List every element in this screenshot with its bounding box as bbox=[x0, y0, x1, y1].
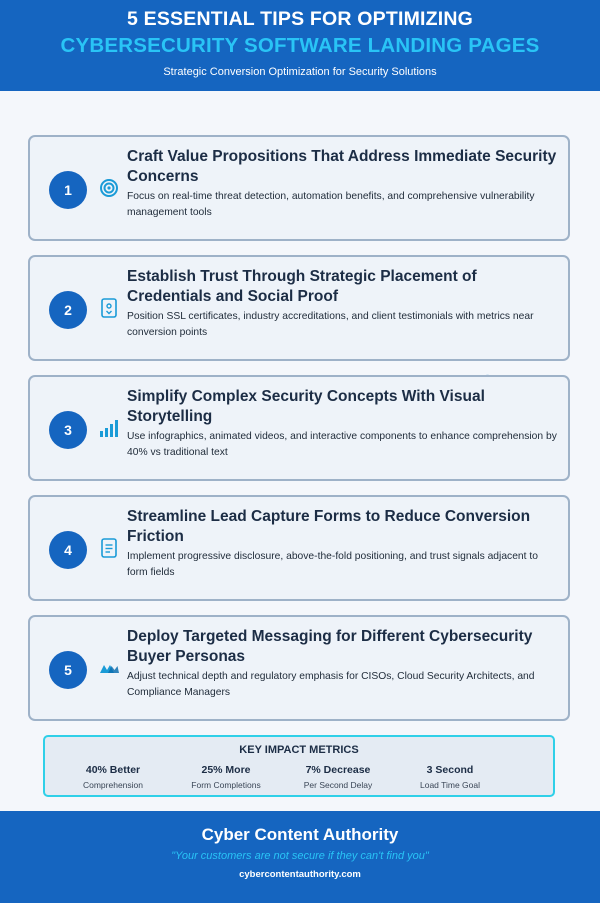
tip-description: Adjust technical depth and regulatory emphasis for CISOs, Cloud Security Architects, and Compliance Managers bbox=[127, 671, 535, 698]
tip-title: Craft Value Propositions That Address Immediate Security Concerns bbox=[127, 148, 557, 185]
metric-label: Per Second Delay bbox=[303, 780, 373, 790]
metric-label: Form Completions bbox=[191, 780, 261, 790]
tip-number-badge: 5 bbox=[49, 651, 87, 689]
metric-value: 40% Better bbox=[85, 764, 141, 776]
tip-card-1 bbox=[28, 135, 570, 241]
header-title-line2: CYBERSECURITY SOFTWARE LANDING PAGES bbox=[60, 34, 540, 57]
footer-url-link[interactable]: cybercontentauthority.com bbox=[239, 869, 361, 880]
footer-tagline: "Your customers are not secure if they can't find you" bbox=[171, 850, 429, 862]
tip-description: Implement progressive disclosure, above-the-fold positioning, and trust signals adjacent to form fields bbox=[127, 551, 538, 578]
metric-item bbox=[171, 764, 281, 790]
tip-card-2 bbox=[28, 255, 570, 361]
tip-number-badge: 1 bbox=[49, 171, 87, 209]
tip-number-badge: 2 bbox=[49, 291, 87, 329]
tip-number-badge: 4 bbox=[49, 531, 87, 569]
footer-banner bbox=[0, 811, 600, 903]
certificate-icon bbox=[98, 297, 120, 319]
key-impact-metrics bbox=[43, 735, 555, 797]
header-title-line1: 5 ESSENTIAL TIPS FOR OPTIMIZING bbox=[126, 8, 474, 30]
footer-brand: Cyber Content Authority bbox=[201, 825, 399, 844]
metric-value: 3 Second bbox=[426, 764, 474, 776]
personas-icon bbox=[98, 657, 120, 679]
form-document-icon bbox=[98, 537, 120, 559]
metric-item bbox=[283, 764, 393, 790]
metrics-title: KEY IMPACT METRICS bbox=[239, 744, 359, 756]
tip-title: Simplify Complex Security Concepts With Visual Storytelling bbox=[127, 388, 485, 425]
tip-description: Focus on real-time threat detection, automation benefits, and comprehensive vulnerability management tools bbox=[127, 191, 535, 218]
metric-label: Comprehension bbox=[82, 780, 143, 790]
tip-description: Position SSL certificates, industry accreditations, and client testimonials with metrics near conversion points bbox=[127, 311, 534, 338]
tip-card-3 bbox=[28, 375, 570, 481]
tip-card-5 bbox=[28, 615, 570, 721]
tip-card-4 bbox=[28, 495, 570, 601]
header-banner bbox=[0, 0, 600, 91]
header-subtitle: Strategic Conversion Optimization for Security Solutions bbox=[163, 66, 437, 78]
target-icon bbox=[98, 177, 120, 199]
metric-value: 7% Decrease bbox=[305, 764, 371, 776]
tip-title: Establish Trust Through Strategic Placement of Credentials and Social Proof bbox=[127, 268, 477, 305]
metric-label: Load Time Goal bbox=[419, 780, 480, 790]
metric-item bbox=[58, 764, 168, 790]
tip-title: Deploy Targeted Messaging for Different Cybersecurity Buyer Personas bbox=[127, 628, 533, 665]
metric-item bbox=[395, 764, 505, 790]
tip-title: Streamline Lead Capture Forms to Reduce Conversion Friction bbox=[127, 508, 531, 545]
tip-number-badge: 3 bbox=[49, 411, 87, 449]
tip-description: Use infographics, animated videos, and interactive components to enhance comprehension by 40% vs traditional text bbox=[127, 431, 557, 458]
bar-chart-icon bbox=[98, 417, 120, 439]
metric-value: 25% More bbox=[201, 764, 251, 776]
